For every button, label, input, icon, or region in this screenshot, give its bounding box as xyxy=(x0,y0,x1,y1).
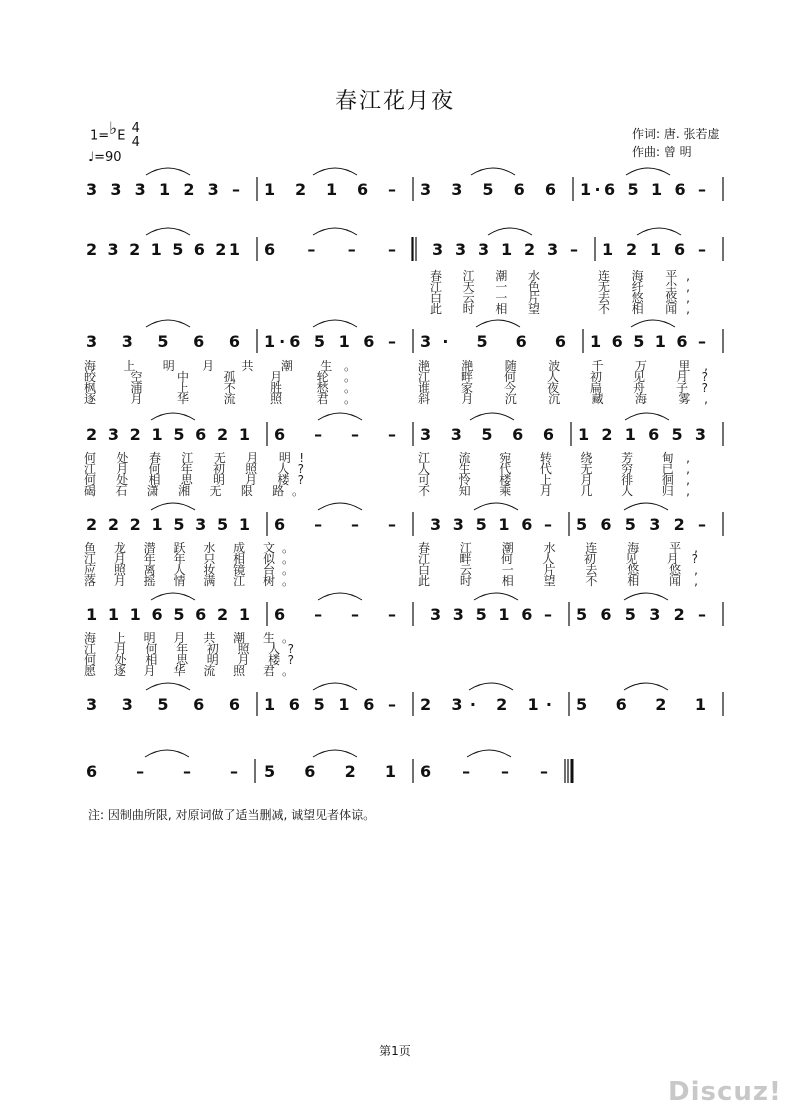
measure: 5 6 5 3 2 – xyxy=(576,605,706,624)
slur xyxy=(146,168,190,175)
lyric-line: 何 处 相 思 明 月 楼? xyxy=(84,653,294,667)
lyricist-credit: 作词: 唐. 张若虚 xyxy=(632,127,720,141)
measure: 1 2 1 6 – xyxy=(264,180,396,199)
measure: 3 3 5 6 6 xyxy=(420,425,554,444)
slur xyxy=(624,593,668,600)
measure: 6 – – – xyxy=(264,240,396,259)
slur xyxy=(313,683,357,690)
slur xyxy=(146,683,190,690)
lyric-line: 江 天 一 色 xyxy=(430,280,540,294)
watermark: Discuz! xyxy=(668,1077,782,1107)
slur xyxy=(151,593,195,600)
score-system xyxy=(86,750,565,783)
measure: 5 6 2 1 xyxy=(264,762,396,781)
slur xyxy=(476,320,520,327)
lyric-line: 无 纤 尘, xyxy=(598,280,690,294)
lyric-line: 何 处 相 思 明 月 楼? xyxy=(84,473,304,487)
measure: 3 3 3 1 2 3 – xyxy=(432,240,578,259)
slur xyxy=(146,228,190,235)
score-system xyxy=(86,503,723,536)
slur xyxy=(313,750,357,757)
key-prefix: 1= xyxy=(90,128,110,144)
lyric-line: 愿 逐 月 华 流 照 君。 xyxy=(84,664,294,678)
measure: 6 – – – xyxy=(274,425,396,444)
lyric-line: 江 月 年 年 只 相 似。 xyxy=(84,552,294,566)
slur xyxy=(624,503,668,510)
measure: 1·6 5 1 6 – xyxy=(264,332,396,351)
slur xyxy=(469,683,513,690)
score-system xyxy=(86,168,723,201)
slur xyxy=(474,503,518,510)
flat-sign: ♭ xyxy=(109,118,118,139)
measure: 1 6 5 1 6 – xyxy=(264,695,396,714)
slur xyxy=(474,593,518,600)
measure: 3 3 5 1 6 – xyxy=(430,515,552,534)
slur xyxy=(488,228,532,235)
lyric-line: 连 海 平, xyxy=(598,269,690,283)
slur xyxy=(151,413,195,420)
lyric-line: 人 生 代 代 无 穷 已, xyxy=(418,462,690,476)
measure: 5 6 2 1 xyxy=(576,695,706,714)
measure: 3 3 3 1 2 3 – xyxy=(86,180,240,199)
measure: 1 2 1 6 – xyxy=(602,240,706,259)
lyric-line: 不 知 乘 月 几 人 归, xyxy=(418,484,690,498)
slur xyxy=(631,320,675,327)
measure: 6 – – – xyxy=(274,605,396,624)
lyric-line: 何 处 春 江 无 月 明! xyxy=(84,451,304,465)
slur xyxy=(146,320,190,327)
measure: 5 6 5 3 2 – xyxy=(576,515,706,534)
slur xyxy=(637,228,681,235)
slur xyxy=(313,168,357,175)
measure: 3 3 5 6 6 xyxy=(86,332,240,351)
measure: 1 1 1 6 5 6 2 1 xyxy=(86,605,250,624)
slur xyxy=(145,750,189,757)
measure: 1·6 5 1 6 – xyxy=(580,180,706,199)
slur xyxy=(318,503,362,510)
lyric-line: 鱼 龙 潜 跃 水 成 文。 xyxy=(84,541,294,555)
slur xyxy=(313,320,357,327)
composer-credit: 作曲: 曾 明 xyxy=(632,145,692,159)
time-bottom: 4 xyxy=(131,135,140,150)
slur xyxy=(624,683,668,690)
measure: 3 3 5 6 6 xyxy=(420,180,556,199)
lyric-line: 应 照 离 人 妆 镜 台。 xyxy=(84,563,294,577)
lyric-line: 逐 月 华 流 照 君。 xyxy=(84,392,356,406)
page-number: 第1页 xyxy=(379,1044,411,1058)
lyric-line: 滟 滟 随 波 千 万 里, xyxy=(418,359,708,373)
time-top: 4 xyxy=(131,121,140,136)
measure: 3 3 5 6 6 xyxy=(86,695,240,714)
measure: 2 3 2 1 5 6 21 xyxy=(86,240,240,259)
lyric-line: 此 时 相 望 xyxy=(430,302,540,316)
footnote: 注: 因制曲所限, 对原词做了适当删减, 诚望见者体谅。 xyxy=(88,808,376,822)
quarter-note-icon: ♩ xyxy=(88,150,95,165)
measure: 1 2 1 6 5 3 xyxy=(578,425,706,444)
key-letter: E xyxy=(117,128,126,144)
measure: 6 – – – xyxy=(86,762,238,781)
measure: 2 3 2 1 5 6 2 1 xyxy=(86,425,250,444)
lyric-line: 落 月 摇 情 满 江 树。 xyxy=(84,574,294,588)
measure: 3· 5 6 6 xyxy=(420,332,566,351)
song-title: 春江花月夜 xyxy=(334,89,455,114)
lyric-line: 白 云 一 片 去 悠 悠, xyxy=(418,563,698,577)
lyric-line: 可 怜 楼 上 月 徘 徊, xyxy=(418,473,690,487)
lyric-line: 枫 浦 上 不 胜 愁。 xyxy=(84,381,356,395)
lyric-line: 江 月 何 年 初 照 人? xyxy=(84,462,304,476)
score-system xyxy=(86,413,723,446)
lyric-line: 不 相 闻, xyxy=(598,302,690,316)
slur xyxy=(318,593,362,600)
slur xyxy=(151,503,195,510)
score-system xyxy=(86,228,723,261)
lyric-line: 江 畔 何 人 初 见 月? xyxy=(418,370,708,384)
slur xyxy=(471,168,515,175)
measure: 3 3 5 1 6 – xyxy=(430,605,552,624)
slur xyxy=(625,413,669,420)
slur xyxy=(313,228,357,235)
lyric-line: 碣 石 潇 湘 无 限 路。 xyxy=(84,484,304,498)
lyric-line: 去 悠 悠, xyxy=(598,291,690,305)
lyric-line: 此 时 相 望 不 相 闻, xyxy=(418,574,698,588)
slur xyxy=(318,413,362,420)
lyric-line: 江 月 何 年 初 照 人? xyxy=(84,642,294,656)
score-system xyxy=(86,683,723,716)
lyric-line: 春 江 潮 水 xyxy=(430,269,540,283)
measure: 1 6 5 1 6 – xyxy=(590,332,706,351)
lyric-line: 皎 空 中 孤 月 轮。 xyxy=(84,370,356,384)
lyric-line: 谁 家 今 夜 扁 舟 子? xyxy=(418,381,708,395)
slur xyxy=(467,750,511,757)
slur xyxy=(626,168,670,175)
tempo-value: =90 xyxy=(94,150,122,165)
lyric-line: 海 上 明 月 共 潮 生。 xyxy=(84,359,356,373)
measure: 2 2 2 1 5 3 5 1 xyxy=(86,515,250,534)
measure: 6 – – – xyxy=(274,515,396,534)
score-system xyxy=(86,593,723,626)
lyric-line: 江 畔 何 人 初 见 月? xyxy=(418,552,698,566)
lyric-line: 白 云 一 片 xyxy=(430,291,540,305)
lyric-line: 春 江 潮 水 连 海 平, xyxy=(418,541,698,555)
measure: 6 – – – xyxy=(420,762,548,781)
lyric-line: 江 流 宛 转 绕 芳 甸, xyxy=(418,451,690,465)
slur xyxy=(470,413,514,420)
measure: 2 3· 2 1· xyxy=(420,695,552,714)
lyric-line: 斜 月 沉 沉 藏 海 雾, xyxy=(418,392,708,406)
score-system xyxy=(86,320,723,353)
lyric-line: 海 上 明 月 共 潮 生。 xyxy=(84,631,294,645)
